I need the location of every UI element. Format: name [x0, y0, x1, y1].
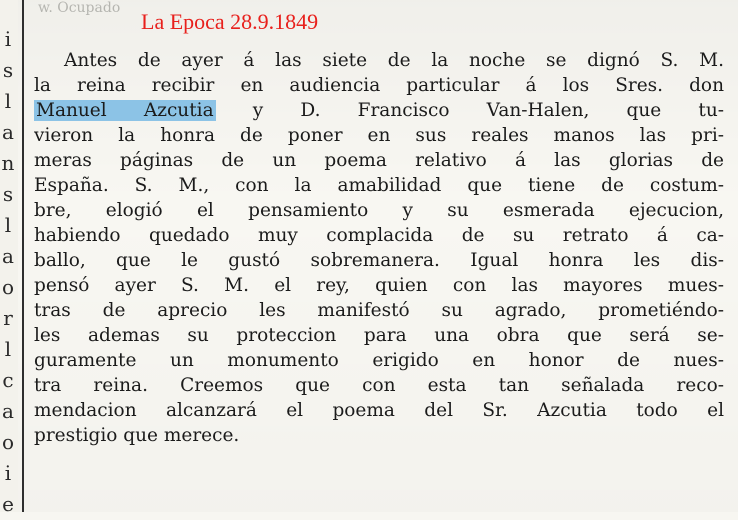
article-line: habiendo quedado muy complacida de su retrato á ca-: [34, 225, 724, 246]
adjacent-column-letters: [0, 24, 16, 520]
article-line: les ademas su proteccion para una obra que será se-: [34, 325, 724, 346]
article-line: prestigio que merece.: [34, 425, 240, 446]
article-line: mendacion alcanzará el poema del Sr. Azcutia todo el: [34, 400, 724, 421]
article-line: meras páginas de un poema relativo á las glorias de: [34, 150, 724, 171]
source-date-caption: La Epoca 28.9.1849: [141, 9, 319, 34]
margin-letter: s: [2, 182, 14, 206]
article-line: tras de aprecio les manifestó su agrado, prometiéndo-: [34, 300, 724, 321]
article-line: Antes de ayer á las siete de la noche se dignó S. M.: [64, 50, 724, 71]
margin-letter: a: [2, 244, 14, 268]
article-line: bre, elogió el pensamiento y su esmerada ejecucion,: [34, 200, 724, 221]
faded-header-fragment: w. Ocupado: [38, 0, 121, 16]
article-line: la reina recibir en audiencia particular á los Sres. don: [34, 75, 724, 96]
margin-letter: o: [1, 430, 15, 454]
margin-letter: o: [1, 275, 15, 299]
article-line: pensó ayer S. M. el rey, quien con las mayores mues-: [34, 275, 724, 296]
article-line-rest: y D. Francisco Van-Halen, que tu-: [215, 100, 724, 121]
article-line: [34, 98, 724, 123]
article-line: guramente un monumento erigido en honor de nues-: [34, 350, 724, 371]
article-line: tra reina. Creemos que con esta tan señalada reco-: [34, 375, 724, 396]
margin-letter: n: [1, 151, 15, 175]
margin-letter: i: [4, 27, 12, 51]
column-divider-rule: [22, 0, 24, 512]
margin-letter: l: [4, 337, 12, 361]
adjacent-column-edge: [0, 0, 18, 516]
margin-letter: c: [2, 368, 14, 392]
article-line: ballo, que le gustó sobremanera. Igual honra les dis-: [34, 250, 724, 271]
margin-letter: a: [2, 399, 14, 423]
article-line: España. S. M., con la amabilidad que tiene de costum-: [34, 175, 724, 196]
margin-letter: r: [3, 306, 13, 330]
margin-letter: a: [2, 120, 14, 144]
article-line: vieron la honra de poner en sus reales manos las pri-: [34, 125, 724, 146]
article-body: [34, 48, 724, 448]
margin-letter: l: [4, 213, 12, 237]
highlighted-name: Manuel Azcutia: [36, 100, 214, 121]
margin-letter: e: [2, 492, 14, 516]
margin-letter: i: [4, 461, 12, 485]
margin-letter: s: [2, 58, 14, 82]
margin-letter: l: [4, 89, 12, 113]
